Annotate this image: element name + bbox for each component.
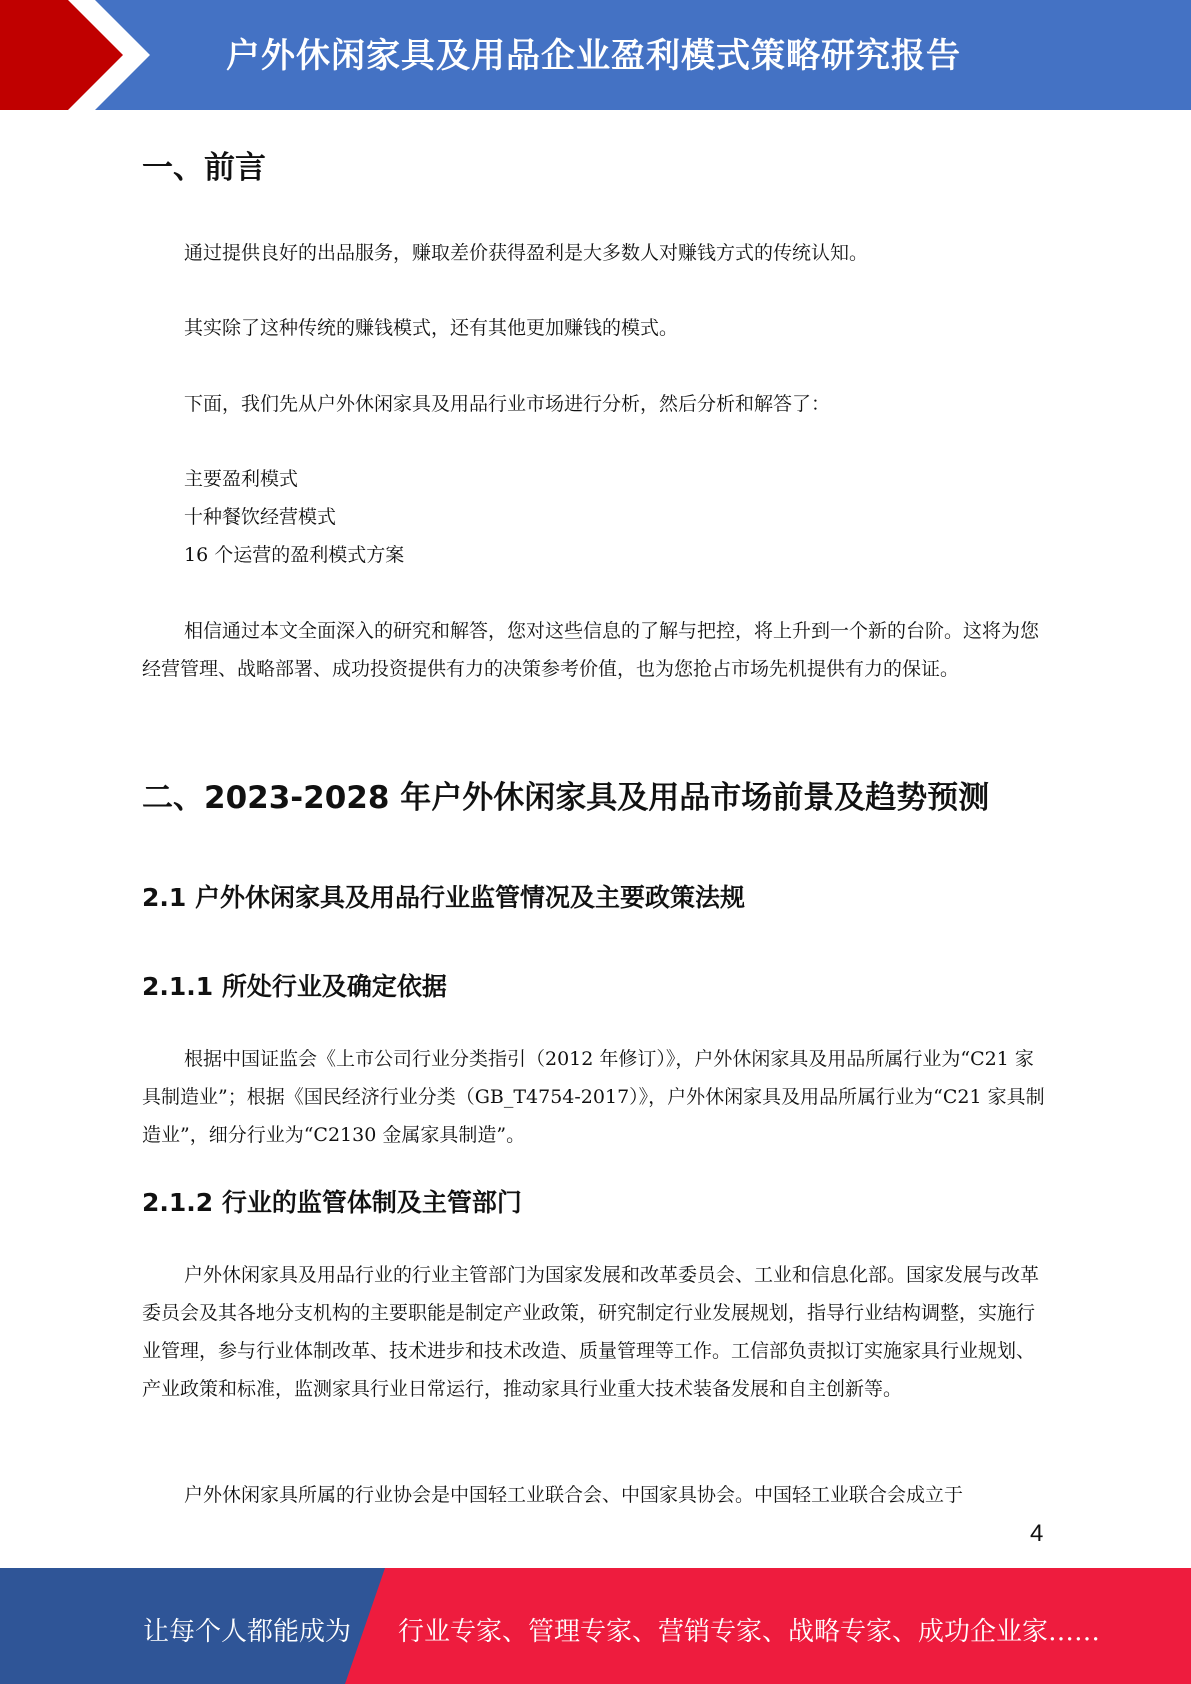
list-item: 主要盈利模式 <box>184 468 299 490</box>
list-item: 十种餐饮经营模式 <box>184 506 337 528</box>
footer-slogan-right: 行业专家、管理专家、营销专家、战略专家、成功企业家…… <box>398 1617 1101 1647</box>
paragraph: 户外休闲家具及用品行业的行业主管部门为国家发展和改革委员会、工业和信息化部。国家发展与改革委员会及其各地分支机构的主要职能是制定产业政策，研究制定行业发展规划，指导行业结构调整，实施行业管理，参与行业体制改革、技术进步和技术改造、质量管理等工作。工信部负责拟订实施家具行业规划、产业政策和标准，监测家具行业日常运行，推动家具行业重大技术装备发展和自主创新等。 <box>142 1264 1040 1400</box>
paragraph: 通过提供良好的出品服务，赚取差价获得盈利是大多数人对赚钱方式的传统认知。 <box>184 242 869 264</box>
section-heading-preface: 一、前言 <box>142 150 266 186</box>
header-banner <box>0 0 1191 110</box>
subsection-heading: 2.1 户外休闲家具及用品行业监管情况及主要政策法规 <box>142 883 745 912</box>
list-item: 16 个运营的盈利模式方案 <box>184 544 405 566</box>
paragraph: 户外休闲家具所属的行业协会是中国轻工业联合会、中国家具协会。中国轻工业联合会成立于 <box>184 1484 964 1506</box>
report-title: 户外休闲家具及用品企业盈利模式策略研究报告 <box>226 36 961 76</box>
section-heading-forecast: 二、2023-2028 年户外休闲家具及用品市场前景及趋势预测 <box>142 780 990 816</box>
footer-slogan-left: 让每个人都能成为 <box>143 1617 352 1647</box>
paragraph: 下面，我们先从户外休闲家具及用品行业市场进行分析，然后分析和解答了： <box>184 393 831 415</box>
chevron-arrow-icon <box>0 0 150 110</box>
footer-banner <box>0 1568 1191 1684</box>
paragraph: 其实除了这种传统的赚钱模式，还有其他更加赚钱的模式。 <box>184 317 679 339</box>
paragraph: 根据中国证监会《上市公司行业分类指引（2012 年修订）》，户外休闲家具及用品所属行业为“C21 家具制造业”；根据《国民经济行业分类（GB_T4754-2017）》，户外休闲家具及用品所属行业为“C21 家具制造业”，细分行业为“C2130 金属家具制造”。 <box>142 1048 1045 1146</box>
subsection-heading: 2.1.2 行业的监管体制及主管部门 <box>142 1188 522 1217</box>
subsection-heading: 2.1.1 所处行业及确定依据 <box>142 972 447 1001</box>
page-number: 4 <box>1030 1520 1044 1547</box>
paragraph: 相信通过本文全面深入的研究和解答，您对这些信息的了解与把控，将上升到一个新的台阶。这将为您经营管理、战略部署、成功投资提供有力的决策参考价值，也为您抢占市场先机提供有力的保证。 <box>142 620 1040 680</box>
